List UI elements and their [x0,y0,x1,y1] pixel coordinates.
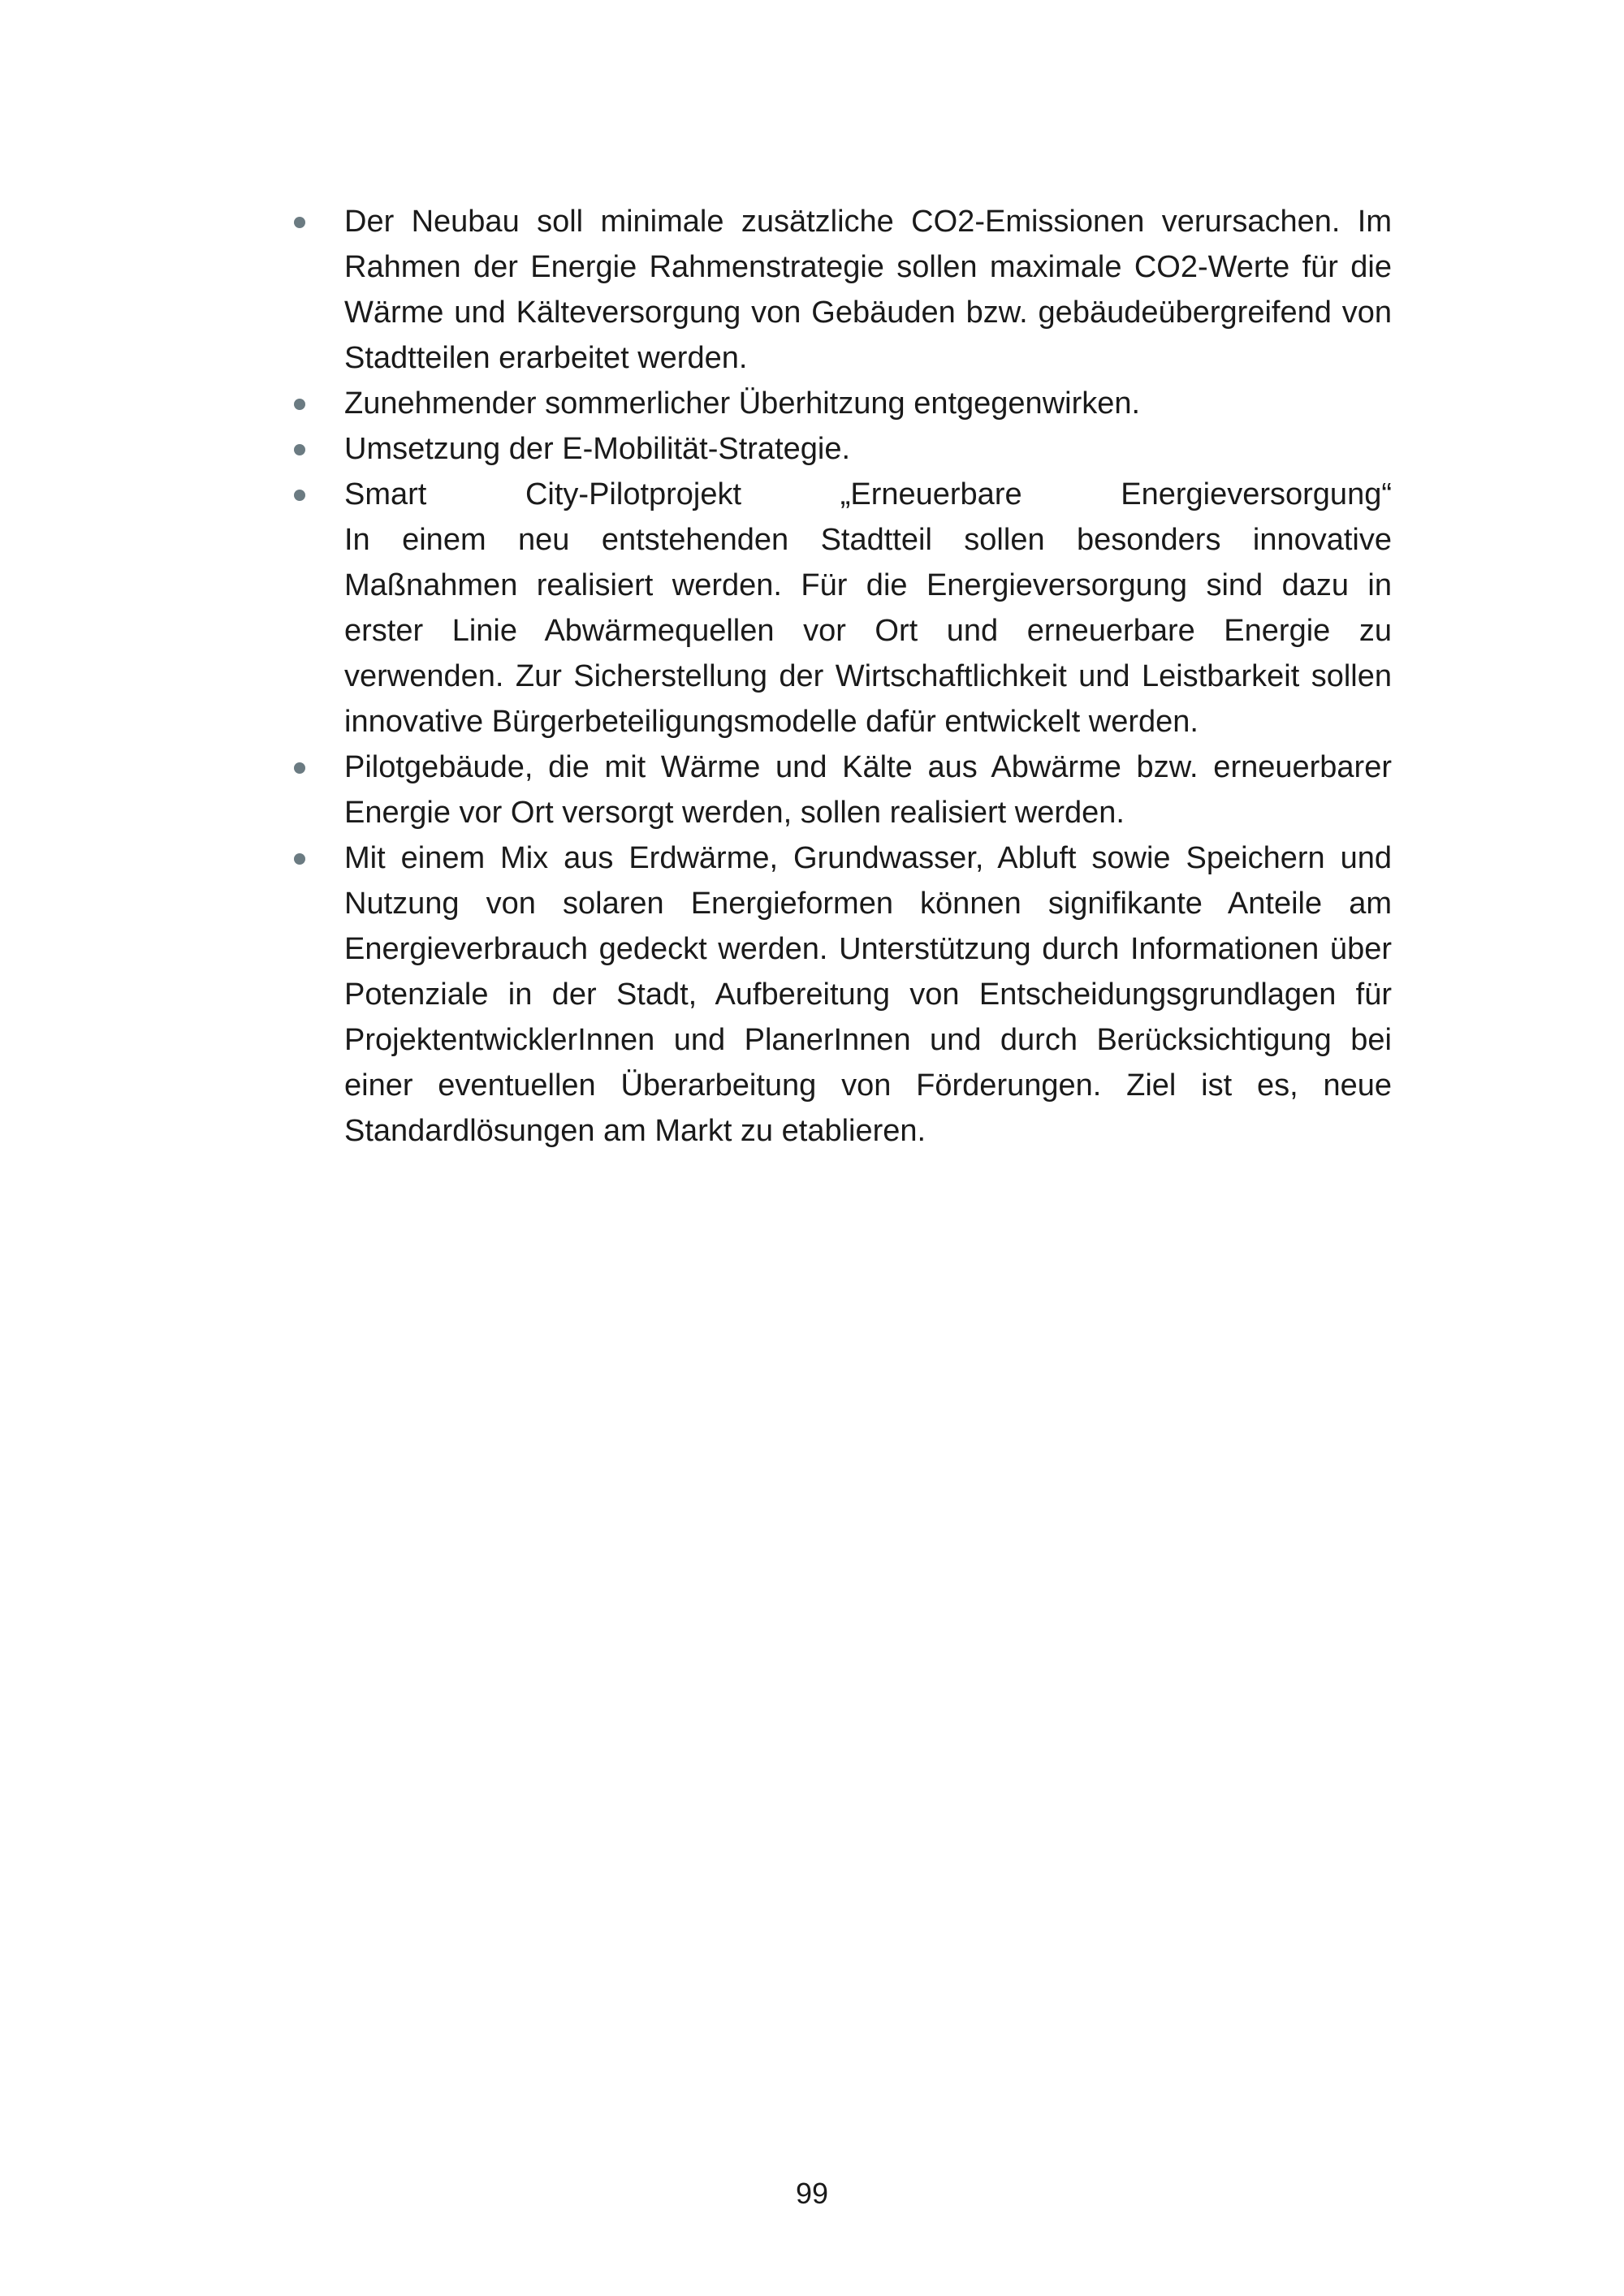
list-item-text: Pilotgebäude, die mit Wärme und Kälte aus Abwärme bzw. erneuerbarer Energie vor Ort versorgt werden, sollen realisiert werden. [344,750,1392,830]
bullet-icon [294,762,305,774]
bullet-icon [294,399,305,410]
list-item-text: Der Neubau soll minimale zusätzliche CO2-Emissionen verursachen. Im Rahmen der Energie Rahmenstrategie sollen maximale CO2-Werte für die Wärme und Kälteversorgung von Gebäuden bzw. gebäudeübergreifend von Stadtteilen erarbeitet werden. [344,205,1392,375]
list-item [294,426,1392,472]
list-item [294,199,1392,381]
list-item-text: Umsetzung der E-Mobilität-Strategie. [344,432,851,466]
list-item-text: Mit einem Mix aus Erdwärme, Grundwasser, Abluft sowie Speichern und Nutzung von solaren Energieformen können signifikante Anteile am Energieverbrauch gedeckt werden. Unterstützung durch Informationen über Potenziale in der Stadt, Aufbereitung von Entscheidungsgrundlagen für ProjektentwicklerInnen und PlanerInnen und durch Berücksichtigung bei einer eventuellen Überarbeitung von Förderungen. Ziel ist es, neue Standardlösungen am Markt zu etablieren. [344,841,1392,1148]
list-item [294,381,1392,426]
page-number: 99 [795,2177,829,2210]
bullet-icon [294,490,305,501]
bullet-icon [294,217,305,228]
list-item [294,472,1392,744]
bullet-list-section [294,199,1392,1154]
bullet-icon [294,444,305,455]
list-item-text: Zunehmender sommerlicher Überhitzung entgegenwirken. [344,386,1141,421]
bullet-list [294,199,1392,1154]
list-item [294,744,1392,835]
bullet-icon [294,853,305,865]
list-item [294,835,1392,1154]
list-item-heading: Smart City-Pilotprojekt „Erneuerbare Energieversorgung“ [344,477,1392,511]
list-item-text: In einem neu entstehenden Stadtteil sollen besonders innovative Maßnahmen realisiert werden. Für die Energieversorgung sind dazu in erster Linie Abwärmequellen vor Ort und erneuerbare Energie zu verwenden. Zur Sicherstellung der Wirtschaftlichkeit und Leistbarkeit sollen innovative Bürgerbeteiligungsmodelle dafür entwickelt werden. [344,523,1392,739]
